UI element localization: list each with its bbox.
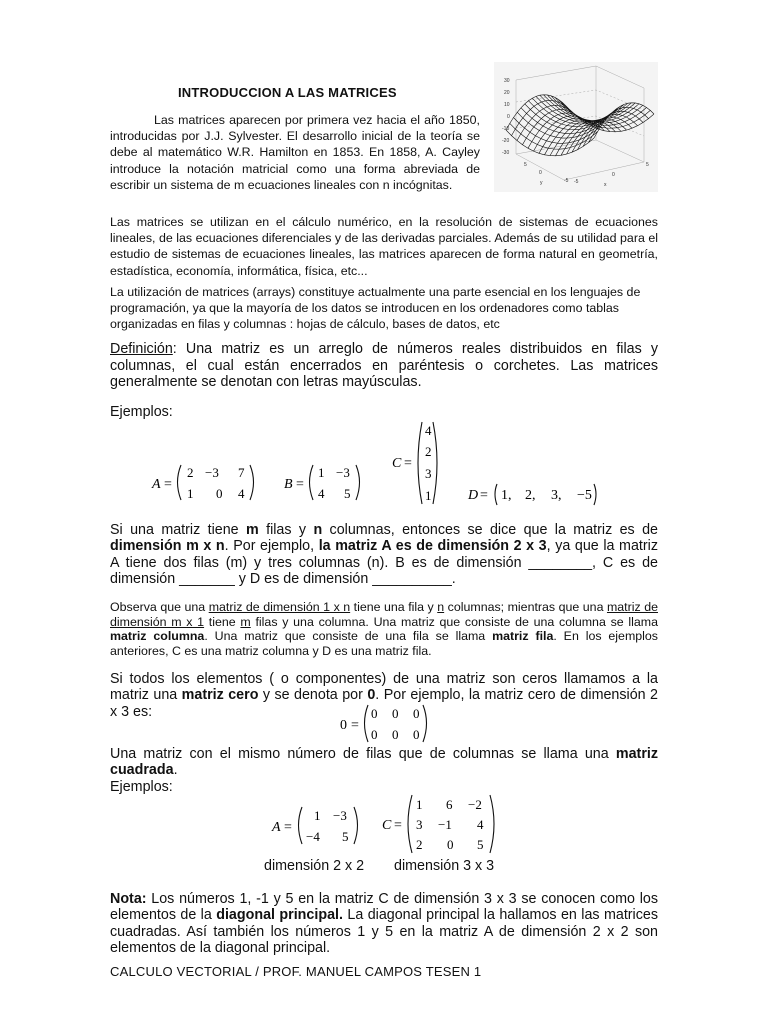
matrix-cell: 1, bbox=[501, 488, 512, 503]
svg-text:=: = bbox=[284, 820, 292, 835]
matrix-a-example bbox=[150, 462, 262, 504]
z-tick: 20 bbox=[504, 90, 510, 96]
matrix-cell: 4 bbox=[238, 486, 245, 501]
matrix-name: C bbox=[382, 818, 392, 833]
page-title: INTRODUCCION A LAS MATRICES bbox=[178, 85, 397, 100]
dimension-paragraph: Si una matriz tiene m filas y n columnas, entonces se dice que la matriz es de dimensión m x n. Por ejemplo, la matriz A es de dimensión 2 x 3, ya que la matriz A tiene dos filas (m) y tres columnas (n). B es de dimensión ________, C es de dimensión _______ y D es de dimensión __________. bbox=[110, 522, 658, 588]
y-tick: 5 bbox=[524, 162, 527, 168]
square-matrix-c bbox=[380, 792, 502, 856]
note-paragraph: Nota: Los números 1, -1 y 5 en la matriz C de dimensión 3 x 3 se conocen como los elementos de la diagonal principal. La diagonal principal la hallamos en las matrices cuadradas. Así también los números 1 y 5 en la matriz A de dimensión 2 x 2 son elementos de la diagonal principal. bbox=[110, 891, 658, 957]
matrix-cell: 4 bbox=[477, 817, 484, 832]
z-tick: 10 bbox=[504, 102, 510, 108]
matrix-cell: −5 bbox=[577, 488, 592, 503]
surface-plot-figure bbox=[494, 62, 658, 192]
matrix-cell: 7 bbox=[238, 465, 245, 480]
matrix-cell: 3 bbox=[425, 466, 432, 481]
matrix-cell: 4 bbox=[425, 423, 432, 438]
matrix-cell: 0 bbox=[392, 706, 399, 721]
matrix-cell: 1 bbox=[425, 488, 432, 503]
arrays-paragraph: La utilización de matrices (arrays) constituye actualmente una parte esencial en los lenguajes de programación, ya que la mayoría de los datos se introducen en los ordenadores como tablas organizadas en filas y columnas : hojas de cálculo, bases de datos, etc bbox=[110, 285, 641, 332]
matrix-cell: −2 bbox=[468, 797, 482, 812]
matrix-cell: 0 bbox=[392, 727, 399, 742]
svg-text:=: = bbox=[394, 818, 402, 833]
zero-matrix bbox=[338, 702, 430, 746]
matrix-cell: 5 bbox=[342, 829, 349, 844]
matrix-name: 0 bbox=[340, 718, 347, 733]
matrix-c-example bbox=[390, 420, 444, 508]
uses-paragraph: Las matrices se utilizan en el cálculo numérico, en la resolución de sistemas de ecuaciones lineales, de las ecuaciones diferenciales y de las derivadas parciales. Además de su utilidad para el estudio de sistemas de ecuaciones lineales, las matrices aparecen de forma natural en geometría, estadística, economía, informática, física, etc... bbox=[110, 215, 658, 278]
matrix-cell: −4 bbox=[306, 829, 320, 844]
svg-text:=: = bbox=[480, 488, 488, 503]
matrix-cell: 3 bbox=[416, 817, 423, 832]
z-tick: -10 bbox=[502, 126, 510, 132]
svg-text:=: = bbox=[164, 477, 172, 492]
x-tick: 5 bbox=[646, 162, 649, 168]
y-tick: 0 bbox=[539, 170, 542, 176]
matrix-cell: 2 bbox=[425, 444, 432, 459]
intro-paragraph: Las matrices aparecen por primera vez hacia el año 1850, introducidas por J.J. Sylvester. El desarrollo inicial de la teoría se debe al matemático W.R. Hamilton en 1853. En 1858, A. Cayley introduce la notación matricial como una forma abreviada de escribir un sistema de m ecuaciones lineales con n incógnitas. bbox=[110, 113, 480, 192]
matrix-cell: −3 bbox=[333, 808, 347, 823]
matrix-cell: 0 bbox=[447, 837, 454, 852]
svg-text:=: = bbox=[404, 456, 412, 471]
examples-label: Ejemplos: bbox=[110, 404, 173, 420]
x-axis-label: x bbox=[604, 182, 607, 188]
matrix-cell: 5 bbox=[477, 837, 484, 852]
matrix-cell: 0 bbox=[413, 706, 420, 721]
matrix-cell: 0 bbox=[371, 727, 378, 742]
matrix-cell: 2 bbox=[416, 837, 423, 852]
matrix-cell: 1 bbox=[416, 797, 423, 812]
matrix-name: D bbox=[468, 488, 479, 503]
matrix-cell: 5 bbox=[344, 486, 351, 501]
square-matrix-paragraph: Una matriz con el mismo número de filas que de columnas se llama una matriz cuadrada. Ejemplos: bbox=[110, 746, 658, 795]
matrix-cell: 0 bbox=[216, 486, 223, 501]
y-axis-label: y bbox=[540, 180, 543, 186]
square-matrix-a bbox=[270, 804, 364, 848]
svg-text:=: = bbox=[351, 718, 359, 733]
matrix-cell: 2, bbox=[525, 488, 536, 503]
matrix-cell: 1 bbox=[314, 808, 321, 823]
matrix-d-example bbox=[466, 482, 606, 508]
matrix-cell: 2 bbox=[187, 465, 194, 480]
x-tick: -5 bbox=[574, 179, 579, 185]
matrix-name: A bbox=[272, 820, 281, 835]
matrix-name: A bbox=[152, 477, 161, 492]
z-tick: -20 bbox=[502, 138, 510, 144]
z-tick: -30 bbox=[502, 150, 510, 156]
matrix-cell: 6 bbox=[446, 797, 453, 812]
matrix-name: C bbox=[392, 456, 402, 471]
page-footer: CALCULO VECTORIAL / PROF. MANUEL CAMPOS TESEN 1 bbox=[110, 964, 482, 979]
definition-label: Definición bbox=[110, 341, 173, 357]
matrix-cell: 3, bbox=[551, 488, 562, 503]
matrix-cell: 0 bbox=[413, 727, 420, 742]
z-tick: 30 bbox=[504, 78, 510, 84]
matrix-name: B bbox=[284, 477, 293, 492]
matrix-cell: −3 bbox=[205, 465, 219, 480]
dimension-label-2x2: dimensión 2 x 2 bbox=[264, 858, 365, 874]
matrix-b-example bbox=[282, 462, 366, 504]
z-tick: 0 bbox=[507, 114, 510, 120]
matrix-cell: −3 bbox=[336, 465, 350, 480]
matrix-cell: −1 bbox=[438, 817, 452, 832]
definition-paragraph: Definición: Una matriz es un arreglo de números reales distribuidos en filas y columnas, el cual están encerrados en paréntesis o corchetes. Las matrices generalmente se denotan con letras mayúsculas. bbox=[110, 341, 658, 390]
y-tick: -5 bbox=[564, 178, 569, 184]
matrix-cell: 1 bbox=[187, 486, 194, 501]
matrix-cell: 0 bbox=[371, 706, 378, 721]
observe-paragraph: Observa que una matriz de dimensión 1 x n tiene una fila y n columnas; mientras que una matriz de dimensión m x 1 tiene m filas y una columna. Una matriz que consiste de una columna se llama matriz columna. Una matriz que consiste de una fila se llama matriz fila. En los ejemplos anteriores, C es una matriz columna y D es una matriz fila. bbox=[110, 600, 659, 659]
matrix-cell: 4 bbox=[318, 486, 325, 501]
x-tick: 0 bbox=[612, 172, 615, 178]
zero-matrix-paragraph: Si todos los elementos ( o componentes) de una matriz son ceros llamamos a la matriz una matriz cero y se denota por 0. Por ejemplo, la matriz cero de dimensión 2 x 3 es: bbox=[110, 671, 659, 720]
svg-text:=: = bbox=[296, 477, 304, 492]
matrix-cell: 1 bbox=[318, 465, 325, 480]
dimension-label-3x3: dimensión 3 x 3 bbox=[394, 858, 495, 874]
